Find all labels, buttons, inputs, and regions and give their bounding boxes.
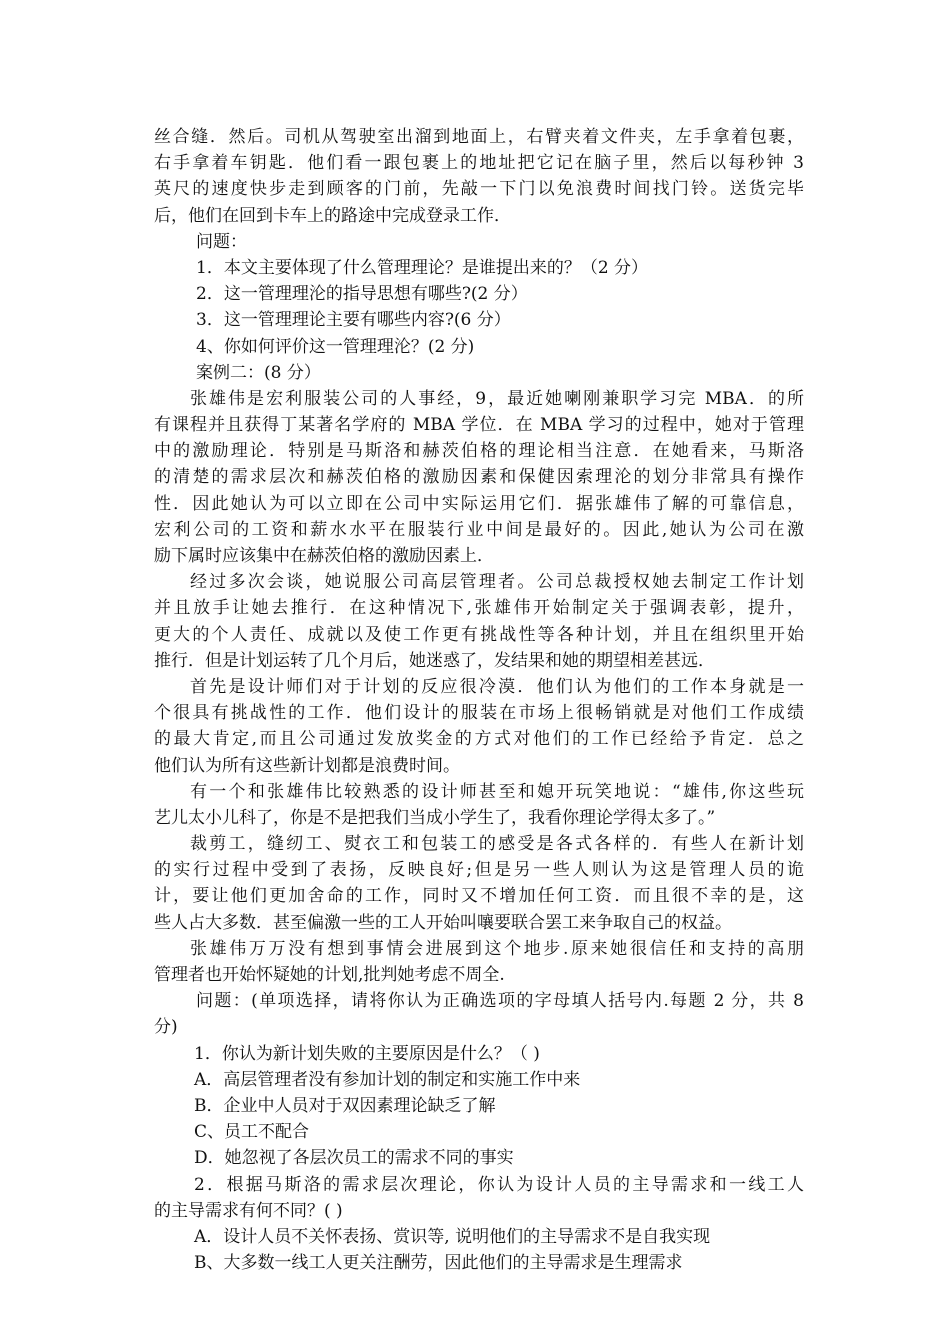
paragraph-line: 有课程并且获得丁某著名学府的 MBA 学位．在 MBA 学习的过程中，她对于管理 bbox=[154, 415, 804, 436]
paragraph-line: 艺儿太小儿科了，你是不是把我们当成小学生了，我看你理论学得太多了。” bbox=[154, 807, 716, 828]
paragraph-line: 首先是设计师们对于计划的反应很冷漠．他们认为他们的工作本身就是一 bbox=[190, 676, 804, 697]
paragraph-line: 的清楚的需求层次和赫茨伯格的激励因素和保健因索理沦的划分非常具有操作 bbox=[154, 467, 804, 488]
paragraph-line: 张雄伟万万没有想到事情会进展到这个地步.原来她很信任和支持的高朋 bbox=[190, 938, 804, 959]
question-item: 1．本文主要体现了什么管理理论？是谁提出来的？（2 分） bbox=[196, 257, 649, 278]
answer-option: C、员工不配合 bbox=[194, 1122, 310, 1143]
paragraph-line: 并且放手让她去推行．在这种情况下,张雄伟开始制定关于强调表彰，提升， bbox=[154, 598, 804, 619]
paragraph-line: 的实行过程中受到了表扬，反映良好;但是另一些人则认为这是管理人员的诡 bbox=[154, 860, 804, 881]
question-item: 2．这一管理理沦的指导思想有哪些?(2 分） bbox=[196, 284, 528, 305]
paragraph-line: 宏利公司的工资和薪水水平在服装行业中间是最好的。因此,她认为公司在激 bbox=[154, 519, 804, 540]
document-page bbox=[154, 124, 804, 1276]
paragraph-line: 管理者也开始怀疑她的计划,批判她考虑不周全. bbox=[154, 965, 505, 985]
question-item: 3．这一管理理论主要有哪些内容?(6 分） bbox=[196, 310, 511, 331]
paragraph-line: 丝合缝．然后。司机从驾驶室出溜到地面上，右臂夹着文件夹，左手拿着包裹， bbox=[154, 127, 804, 147]
paragraph-line: 推行．但是计划运转了几个月后，她迷惑了，发结果和她的期望相差甚远． bbox=[154, 650, 715, 671]
paragraph-line: 裁剪工，缝纫工、熨衣工和包装工的感受是各式各样的．有些人在新计划 bbox=[190, 834, 804, 855]
answer-option: A．高层管理者没有参加计划的制定和实施工作中来 bbox=[194, 1069, 581, 1090]
paragraph-line: 更大的个人责任、成就以及使工作更有挑战性等各种计划，并且在组织里开始 bbox=[154, 624, 804, 645]
paragraph-line: 励下属时应该集中在赫茨伯格的激励因素上． bbox=[154, 546, 494, 566]
paragraph-line: 张雄伟是宏利服装公司的人事经，9，最近她喇刚兼职学习完 MBA．的所 bbox=[190, 388, 804, 409]
paragraph-line: 他们认为所有这些新计划都是浪费时间。 bbox=[154, 755, 460, 776]
paragraph-line: 中的激励理论．特别是马斯洛和赫茨伯格的理论相当注意．在她看来，马斯洛 bbox=[154, 441, 804, 462]
paragraph-line: 性．因此她认为可以立即在公司中实际运用它们．据张雄伟了解的可靠信息， bbox=[154, 493, 804, 514]
paragraph-line: 些人占大多数．甚至偏激一些的工人开始叫嚷要联合罢工来争取自己的权益。 bbox=[154, 912, 732, 933]
question-heading: 问题：(单项选择，请将你认为正确选项的字母填人括号内.每题 2 分，共 8 bbox=[196, 991, 804, 1012]
paragraph-line: 右手拿着车钥匙．他们看一跟包裹上的地址把它记在脑子里，然后以每秒钟 3 bbox=[154, 153, 804, 174]
paragraph-line: 有一个和张雄伟比较熟悉的设计师甚至和媳开玩笑地说：“雄伟,你这些玩 bbox=[190, 781, 804, 802]
paragraph-line: 经过多次会谈，她说服公司高层管理者。公司总裁授权她去制定工作计划 bbox=[190, 572, 804, 593]
paragraph-line: 英尺的速度快步走到顾客的门前，先敲一下门以免浪费时间找门铃。送货完毕 bbox=[154, 179, 804, 200]
answer-option: D．她忽视了各层次员工的需求不同的事实 bbox=[194, 1148, 514, 1169]
question-item: 1．你认为新计划失败的主要原因是什么？（ ) bbox=[194, 1043, 540, 1064]
question-item: 4、你如何评价这一管理理沦？(2 分) bbox=[196, 336, 475, 357]
question-heading: 分) bbox=[154, 1017, 178, 1038]
paragraph-line: 后，他们在回到卡车上的路途中完成登录工作． bbox=[154, 205, 511, 226]
question-item: 的主导需求有何不同？( ) bbox=[154, 1200, 343, 1221]
answer-option: B、大多数一线工人更关注酬劳，因此他们的主导需求是生理需求 bbox=[194, 1253, 683, 1274]
paragraph-line: 计，要让他们更加舍命的工作，同时又不增加任何工资．而且很不幸的是，这 bbox=[154, 886, 804, 907]
case-heading: 案例二：(8 分） bbox=[196, 362, 321, 383]
answer-option: B．企业中人员对于双因素理论缺乏了解 bbox=[194, 1095, 496, 1116]
question-item: 2．根据马斯洛的需求层次理论，你认为设计人员的主导需求和一线工人 bbox=[194, 1174, 804, 1195]
answer-option: A．设计人员不关怀表扬、赏识等, 说明他们的主导需求不是自我实现 bbox=[194, 1226, 711, 1247]
paragraph-line: 的最大肯定,而且公司通过发放奖金的方式对他们的工作已经给予肯定．总之 bbox=[154, 729, 804, 750]
paragraph-line: 个很具有挑战性的工作．他们设计的服装在市场上很畅销就是对他们工作成绩 bbox=[154, 703, 804, 724]
question-heading: 问题： bbox=[196, 231, 247, 252]
